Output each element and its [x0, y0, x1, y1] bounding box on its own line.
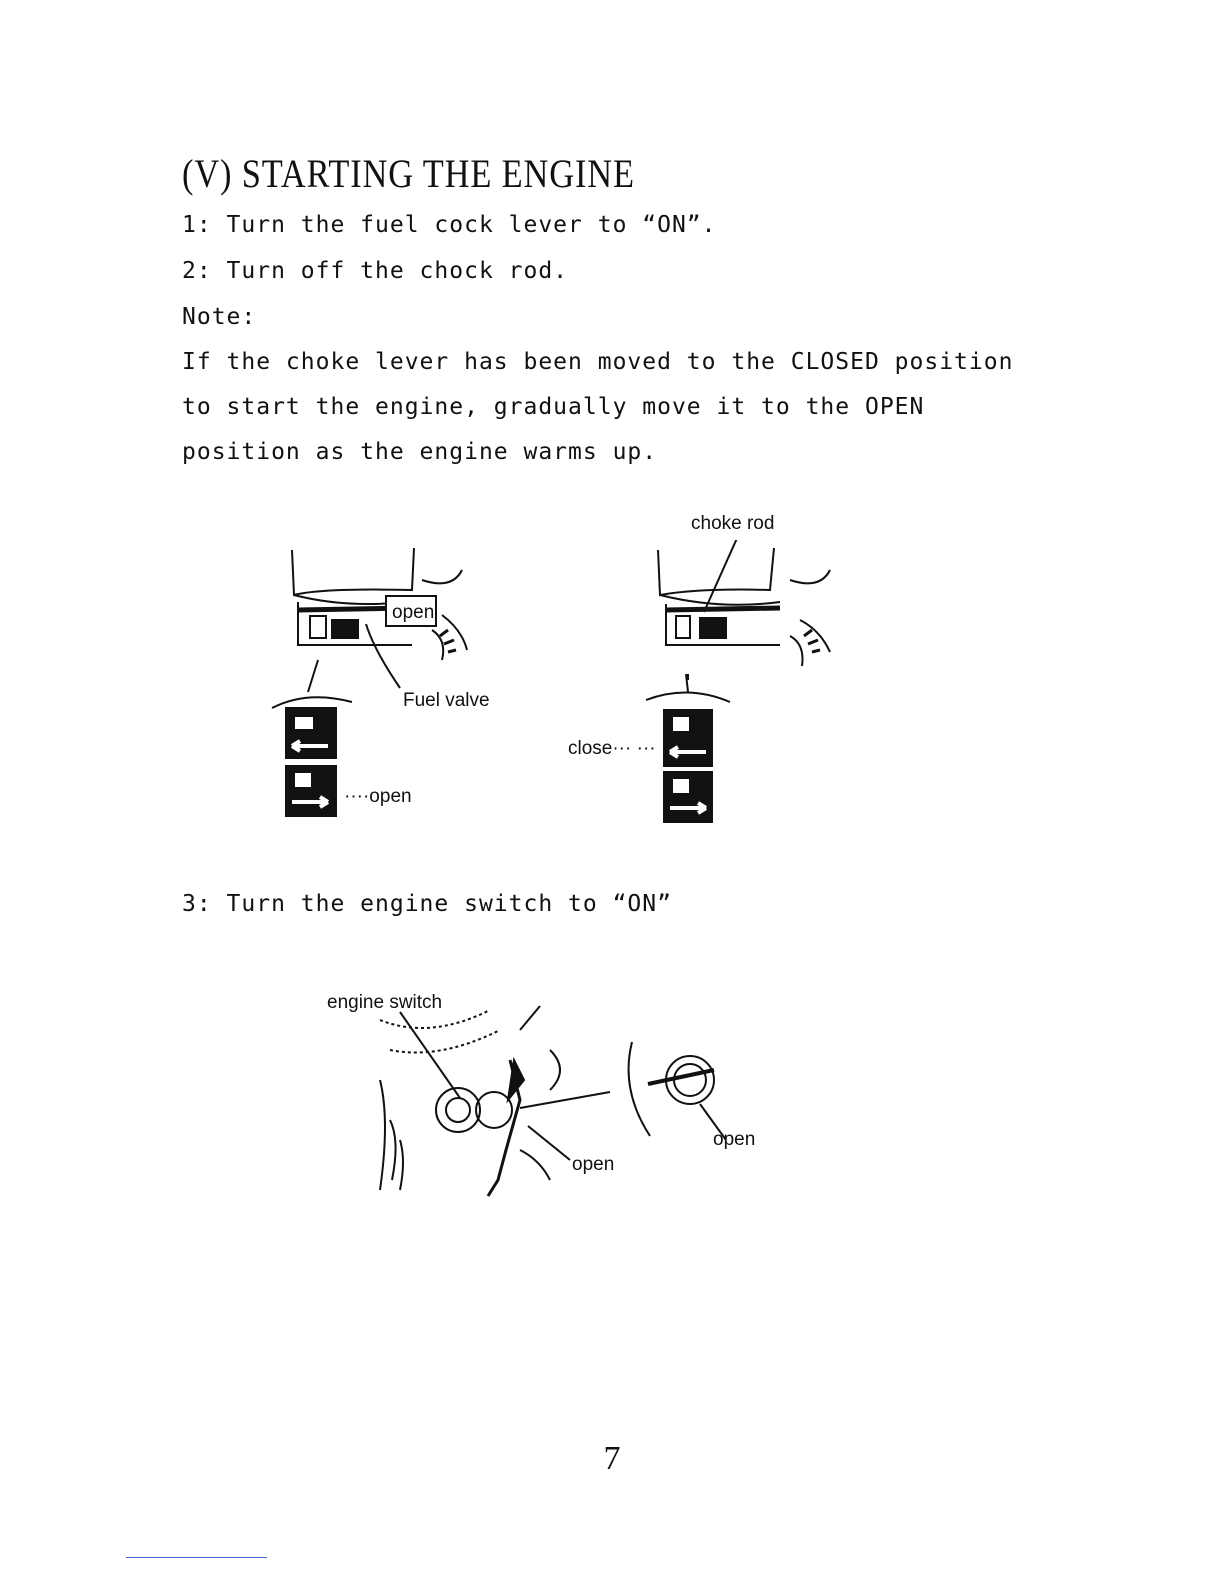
engine-switch-illustration — [370, 1000, 770, 1200]
choke-rod-label: choke rod — [691, 513, 775, 534]
step-2: 2: Turn off the chock rod. — [182, 258, 569, 284]
fuel-valve-label: Fuel valve — [403, 690, 490, 711]
note-line-1: If the choke lever has been moved to the CLOSED position — [182, 349, 1014, 375]
choke-rod-illustration — [640, 540, 840, 830]
fuel-open-caption: ····open — [344, 786, 412, 807]
step-1: 1: Turn the fuel cock lever to “ON”. — [182, 212, 717, 238]
switch-open-label-right: open — [713, 1129, 756, 1150]
note-line-3: position as the engine warms up. — [182, 439, 658, 465]
step-3: 3: Turn the engine switch to “ON” — [182, 891, 672, 917]
switch-open-label-left: open — [572, 1154, 615, 1175]
choke-close-caption: close··· ··· — [568, 738, 656, 759]
engine-switch-label: engine switch — [327, 992, 443, 1013]
note-label: Note: — [182, 304, 257, 330]
footer-rule — [126, 1557, 267, 1558]
page-heading: (V) STARTING THE ENGINE — [182, 151, 635, 196]
open-tag-label: open — [392, 602, 435, 623]
note-line-2: to start the engine, gradually move it to the OPEN — [182, 394, 925, 420]
page-number: 7 — [603, 1440, 621, 1477]
